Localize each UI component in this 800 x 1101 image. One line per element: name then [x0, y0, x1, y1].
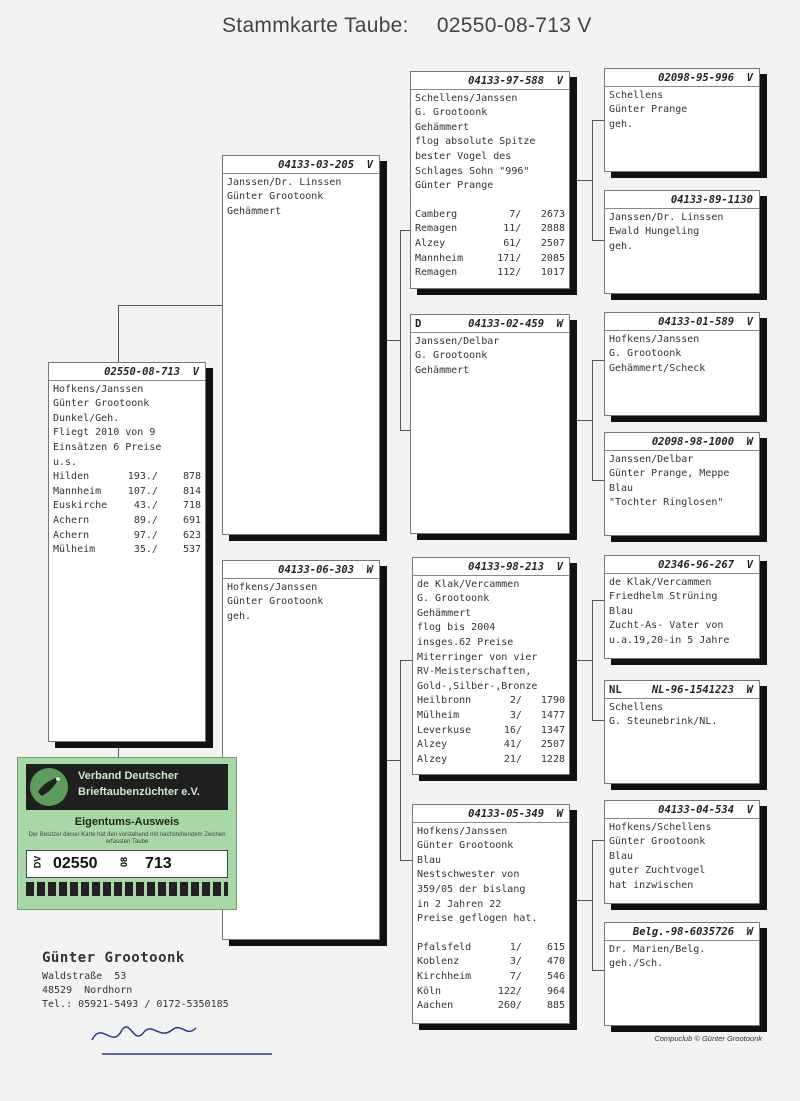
- race-result: Alzey 61/ 2507: [415, 237, 565, 249]
- card-line: G. Grootoonk: [415, 350, 488, 362]
- card-line: Ewald Hungeling: [609, 226, 700, 238]
- signature-icon: [82, 1010, 282, 1060]
- race-result: Remagen 11/ 2888: [415, 223, 565, 235]
- race-result: Euskirche 43./ 718: [53, 500, 201, 512]
- race-result: Mannheim 171/ 2085: [415, 252, 565, 264]
- ring-number: 04133-04-534 V: [605, 803, 759, 819]
- card-line: Gehämmert: [227, 205, 282, 217]
- ring-number: 02346-96-267 V: [605, 558, 759, 574]
- card-line: Einsätzen 6 Preise: [53, 441, 162, 453]
- pigeon-card-main: [48, 362, 206, 742]
- race-result: Kirchheim 7/ 546: [417, 970, 565, 982]
- card-line: Friedhelm Strüning: [609, 591, 718, 603]
- card-line: Günter Prange, Meppe: [609, 468, 730, 480]
- card-line: Dunkel/Geh.: [53, 412, 120, 424]
- pigeon-card-mmf: [604, 800, 760, 904]
- card-line: Gehämmert: [415, 364, 470, 376]
- race-result: Mülheim 35./ 537: [53, 544, 201, 556]
- connector: [592, 970, 604, 971]
- card-line: Janssen/Dr. Linssen: [227, 176, 342, 188]
- card-line: Schellens/Janssen: [415, 92, 518, 104]
- footer-credit: Compuclub © Günter Grootoonk: [654, 1034, 762, 1043]
- connector: [592, 120, 604, 121]
- badge-pattern-strip: [26, 882, 228, 896]
- card-line: Hofkens/Janssen: [417, 825, 508, 837]
- badge-number: 02550: [53, 855, 98, 872]
- race-result: Remagen 112/ 1017: [415, 267, 565, 279]
- connector: [592, 120, 593, 240]
- card-line: Schlages Sohn "996": [415, 165, 530, 177]
- card-line: RV-Meisterschaften,: [417, 666, 532, 678]
- badge-year: 08: [119, 856, 130, 868]
- pigeon-card-fff: [604, 68, 760, 172]
- card-line: Hofkens/Janssen: [609, 333, 700, 345]
- badge-ring-suffix: 713: [145, 855, 172, 872]
- badge-note: Der Besitzer dieser Karte hat den vorstehend mit nachstehendem Zeichen erfassten Taube: [28, 832, 226, 845]
- card-line: Gehämmert: [417, 607, 472, 619]
- race-result: Koblenz 3/ 470: [417, 956, 565, 968]
- card-line: Günter Grootoonk: [227, 596, 324, 608]
- race-result: Leverkuse 16/ 1347: [417, 724, 565, 736]
- connector: [400, 230, 401, 430]
- ring-number: 02098-98-1000 W: [605, 435, 759, 451]
- card-line: hat inzwischen: [609, 879, 694, 891]
- ring-number: 04133-06-303 W: [223, 563, 379, 579]
- race-result: Achern 89./ 691: [53, 514, 201, 526]
- page-title: [222, 14, 592, 38]
- card-line: Günter Grootoonk: [53, 398, 150, 410]
- connector: [570, 180, 592, 181]
- pigeon-card-fmm: [604, 432, 760, 536]
- card-line: u.s.: [53, 456, 78, 468]
- card-line: Janssen/Delbar: [415, 335, 500, 347]
- card-line: flog absolute Spitze: [415, 136, 536, 148]
- card-line: 359/05 der bislang: [417, 883, 526, 895]
- badge-number-box: [26, 850, 228, 878]
- race-result: Köln 122/ 964: [417, 985, 565, 997]
- card-line: G. Grootoonk: [609, 348, 682, 360]
- connector: [570, 420, 592, 421]
- card-line: Gehämmert: [415, 121, 470, 133]
- card-line: Hofkens/Janssen: [227, 581, 318, 593]
- badge-header: [26, 764, 228, 810]
- pigeon-card-ff: [410, 71, 570, 289]
- connector: [592, 360, 593, 480]
- card-line: insges.62 Preise: [417, 636, 514, 648]
- ring-number: 04133-89-1130: [605, 193, 759, 209]
- ring-number: D 04133-02-459 W: [411, 317, 569, 333]
- card-line: Hofkens/Janssen: [53, 383, 144, 395]
- ring-number: 04133-97-588 V: [411, 74, 569, 90]
- ring-number: 04133-05-349 W: [413, 807, 569, 823]
- card-line: Hofkens/Schellens: [609, 821, 712, 833]
- ring-number: 04133-01-589 V: [605, 315, 759, 331]
- connector: [592, 600, 593, 720]
- ownership-badge: [17, 757, 237, 910]
- connector: [118, 305, 119, 363]
- owner-block: [42, 950, 229, 1012]
- ring-number: 04133-98-213 V: [413, 560, 569, 576]
- pigeon-card-mf: [412, 557, 570, 775]
- ring-number: 02550-08-713 V: [49, 365, 205, 381]
- org-name-line2: Brieftaubenzüchter e.V.: [78, 786, 200, 798]
- card-line: Preise geflogen hat.: [417, 913, 538, 925]
- card-line: Miterringer von vier: [417, 651, 538, 663]
- card-line: Schellens: [609, 89, 664, 101]
- race-result: Alzey 21/ 1228: [417, 753, 565, 765]
- card-line: Nestschwester von: [417, 869, 520, 881]
- connector: [118, 305, 222, 306]
- title-label: Stammkarte Taube:: [222, 14, 409, 37]
- card-line: Janssen/Dr. Linssen: [609, 211, 724, 223]
- card-line: bester Vogel des: [415, 150, 512, 162]
- country-prefix: NL: [609, 684, 622, 696]
- owner-city: 48529 Nordhorn: [42, 985, 133, 996]
- card-line: Blau: [609, 850, 634, 862]
- connector: [592, 360, 604, 361]
- owner-name: Günter Grootoonk: [42, 950, 185, 966]
- owner-street: Waldstraße 53: [42, 971, 127, 982]
- connector: [570, 900, 592, 901]
- pigeon-card-mmm: [604, 922, 760, 1026]
- card-line: Janssen/Delbar: [609, 453, 694, 465]
- owner-phone: Tel.: 05921-5493 / 0172-5350185: [42, 999, 229, 1010]
- card-line: in 2 Jahren 22: [417, 898, 502, 910]
- race-result: Heilbronn 2/ 1790: [417, 695, 565, 707]
- connector: [400, 860, 412, 861]
- card-line: Günter Prange: [415, 180, 494, 192]
- pigeon-card-mfm: [604, 680, 760, 784]
- pigeon-logo-icon: [30, 768, 68, 806]
- connector: [592, 720, 604, 721]
- card-line: Blau: [417, 854, 442, 866]
- badge-dv: DV: [32, 855, 43, 869]
- card-line: Günter Grootoonk: [227, 191, 324, 203]
- country-prefix: D: [415, 318, 422, 330]
- card-line: geh.: [227, 610, 252, 622]
- card-line: geh.: [609, 118, 634, 130]
- card-line: Dr. Marien/Belg.: [609, 943, 706, 955]
- race-result: Camberg 7/ 2673: [415, 208, 565, 220]
- connector: [400, 430, 410, 431]
- race-result: Achern 97./ 623: [53, 529, 201, 541]
- pigeon-card-fm: [410, 314, 570, 534]
- pigeon-card-mm: [412, 804, 570, 1024]
- card-line: geh./Sch.: [609, 958, 664, 970]
- card-line: Gehämmert/Scheck: [609, 362, 706, 374]
- card-line: Zucht-As- Vater von: [609, 620, 724, 632]
- connector: [592, 480, 604, 481]
- connector: [380, 760, 400, 761]
- connector: [570, 660, 592, 661]
- race-result: Aachen 260/ 885: [417, 1000, 565, 1012]
- org-name-line1: Verband Deutscher: [78, 770, 179, 782]
- card-line: G. Grootoonk: [415, 107, 488, 119]
- race-result: Hilden 193./ 878: [53, 471, 201, 483]
- pigeon-card-ffm: [604, 190, 760, 294]
- card-line: Schellens: [609, 701, 664, 713]
- ring-number: 02098-95-996 V: [605, 71, 759, 87]
- connector: [400, 660, 412, 661]
- card-line: de Klak/Vercammen: [609, 576, 712, 588]
- pigeon-card-mff: [604, 555, 760, 659]
- pigeon-card-father: [222, 155, 380, 535]
- card-line: flog bis 2004: [417, 622, 496, 634]
- connector: [400, 230, 410, 231]
- card-line: Günter Prange: [609, 104, 688, 116]
- connector: [592, 840, 604, 841]
- card-line: Gold-,Silber-,Bronze: [417, 680, 538, 692]
- badge-title: Eigentums-Ausweis: [74, 816, 180, 828]
- connector: [592, 240, 604, 241]
- card-line: geh.: [609, 240, 634, 252]
- card-line: Blau: [609, 605, 634, 617]
- card-line: u.a.19,20-in 5 Jahre: [609, 634, 730, 646]
- race-result: Mannheim 107./ 814: [53, 485, 201, 497]
- card-line: G. Grootoonk: [417, 593, 490, 605]
- card-line: G. Steunebrink/NL.: [609, 716, 718, 728]
- card-line: de Klak/Vercammen: [417, 578, 520, 590]
- pigeon-card-fmf: [604, 312, 760, 416]
- ring-number: Belg.-98-6035726 W: [605, 925, 759, 941]
- race-result: Pfalsfeld 1/ 615: [417, 941, 565, 953]
- card-line: Fliegt 2010 von 9: [53, 427, 156, 439]
- race-result: Alzey 41/ 2507: [417, 739, 565, 751]
- connector: [400, 660, 401, 860]
- card-line: "Tochter Ringlosen": [609, 497, 724, 509]
- connector: [592, 840, 593, 970]
- ring-number: 04133-03-205 V: [223, 158, 379, 174]
- card-line: Günter Grootoonk: [417, 840, 514, 852]
- connector: [592, 600, 604, 601]
- card-line: guter Zuchtvogel: [609, 865, 706, 877]
- pigeon-card-mother: [222, 560, 380, 940]
- ring-number: NL NL-96-1541223 W: [605, 683, 759, 699]
- card-line: Blau: [609, 482, 634, 494]
- connector: [380, 340, 400, 341]
- card-line: Günter Grootoonk: [609, 836, 706, 848]
- race-result: Mülheim 3/ 1477: [417, 709, 565, 721]
- title-ring-number: 02550-08-713 V: [436, 14, 592, 37]
